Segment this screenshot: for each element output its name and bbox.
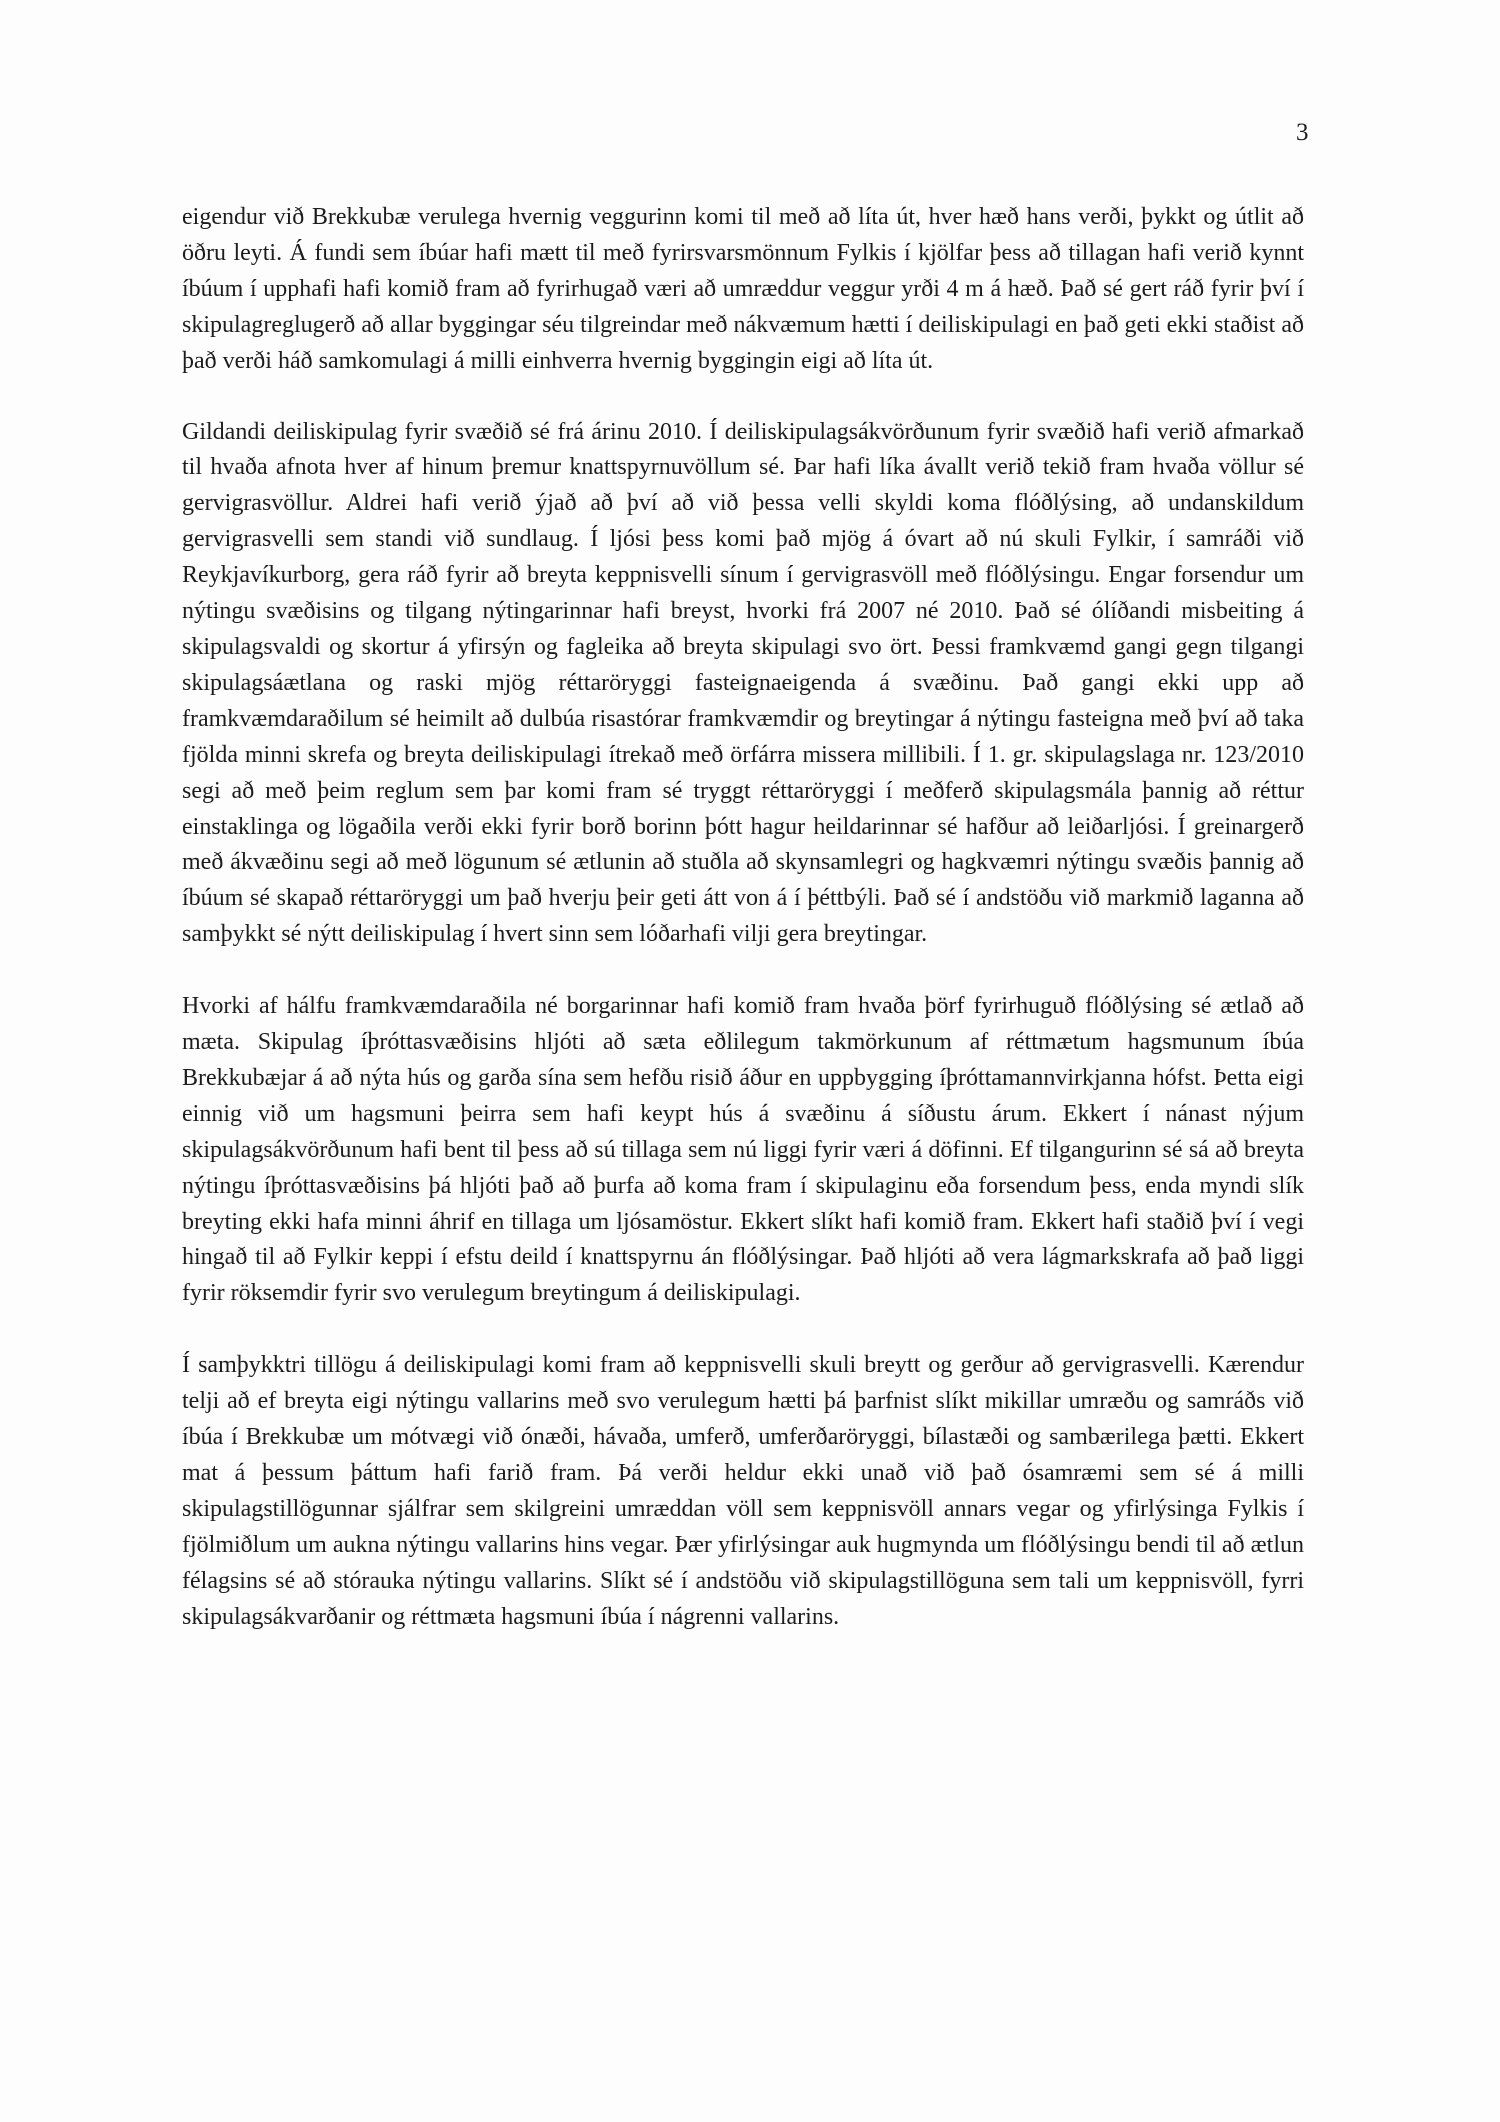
paragraph-4: Í samþykktri tillögu á deiliskipulagi komi fram að keppnisvelli skuli breytt og gerður að gervigrasvelli. Kærendur telji að ef breyta eigi nýtingu vallarins með svo verulegum hætti þá þarfnist slíkt mikillar umræðu og samráðs við íbúa í Brekkubæ um mótvægi við ónæði, hávaða, umferð, umferðaröryggi, bílastæði og sambærilega þætti. Ekkert mat á þessum þáttum hafi farið fram. Þá verði heldur ekki unað við það ósamræmi sem sé á milli skipulagstillögunnar sjálfrar sem skilgreini umræddan völl sem keppnisvöll annars vegar og yfirlýsinga Fylkis í fjölmiðlum um aukna nýtingu vallarins hins vegar. Þær yfirlýsingar auk hugmynda um flóðlýsingu bendi til að ætlun félagsins sé að stórauka nýtingu vallarins. Slíkt sé í andstöðu við skipulagstillöguna sem tali um keppnisvöll, fyrri skipulagsákvarðanir og réttmæta hagsmuni íbúa í nágrenni vallarins. [182, 1352, 1304, 1630]
paragraph-1: eigendur við Brekkubæ verulega hvernig veggurinn komi til með að líta út, hver hæð hans verði, þykkt og útlit að öðru leyti. Á fundi sem íbúar hafi mætt til með fyrirsvarsmönnum Fylkis í kjölfar þess að tillagan hafi verið kynnt íbúum í upphafi hafi komið fram að fyrirhugað væri að umræddur veggur yrði 4 m á hæð. Það sé gert ráð fyrir því í skipulagreglugerð að allar byggingar séu tilgreindar með nákvæmum hætti í deiliskipulagi en það geti ekki staðist að það verði háð samkomulagi á milli einhverra hvernig byggingin eigi að líta út. [182, 204, 1304, 374]
document-body [182, 200, 1304, 1636]
paragraph-3: Hvorki af hálfu framkvæmdaraðila né borgarinnar hafi komið fram hvaða þörf fyrirhuguð flóðlýsing sé ætlað að mæta. Skipulag íþróttasvæðisins hljóti að sæta eðlilegum takmörkunum af réttmætum hagsmunum íbúa Brekkubæjar á að nýta hús og garða sína sem hefðu risið áður en uppbygging íþróttamannvirkjanna hófst. Þetta eigi einnig við um hagsmuni þeirra sem hafi keypt hús á svæðinu á síðustu árum. Ekkert í nánast nýjum skipulagsákvörðunum hafi bent til þess að sú tillaga sem nú liggi fyrir væri á döfinni. Ef tilgangurinn sé sá að breyta nýtingu íþróttasvæðisins þá hljóti það að þurfa að koma fram í skipulaginu eða forsendum þess, enda myndi slík breyting ekki hafa minni áhrif en tillaga um ljósamöstur. Ekkert slíkt hafi komið fram. Ekkert hafi staðið því í vegi hingað til að Fylkir keppi í efstu deild í knattspyrnu án flóðlýsingar. Það hljóti að vera lágmarkskrafa að það liggi fyrir röksemdir fyrir svo verulegum breytingum á deiliskipulagi. [182, 993, 1304, 1307]
page-number: 3 [1296, 119, 1309, 146]
paragraph-2: Gildandi deiliskipulag fyrir svæðið sé frá árinu 2010. Í deiliskipulagsákvörðunum fyrir svæðið hafi verið afmarkað til hvaða afnota hver af hinum þremur knattspyrnuvöllum sé. Þar hafi líka ávallt verið tekið fram hvaða völlur sé gervigrasvöllur. Aldrei hafi verið ýjað að því að við þessa velli skyldi koma flóðlýsing, að undanskildum gervigrasvelli sem standi við sundlaug. Í ljósi þess komi það mjög á óvart að nú skuli Fylkir, í samráði við Reykjavíkurborg, gera ráð fyrir að breyta keppnisvelli sínum í gervigrasvöll með flóðlýsingu. Engar forsendur um nýtingu svæðisins og tilgang nýtingarinnar hafi breyst, hvorki frá 2007 né 2010. Það sé ólíðandi misbeiting á skipulagsvaldi og skortur á yfirsýn og fagleika að breyta skipulagi svo ört. Þessi framkvæmd gangi gegn tilgangi skipulagsáætlana og raski mjög réttaröryggi fasteignaeigenda á svæðinu. Það gangi ekki upp að framkvæmdaraðilum sé heimilt að dulbúa risastórar framkvæmdir og breytingar á nýtingu fasteigna með því að taka fjölda minni skrefa og breyta deiliskipulagi ítrekað með örfárra missera millibili. Í 1. gr. skipulagslaga nr. 123/2010 segi að með þeim reglum sem þar komi fram sé tryggt réttaröryggi í meðferð skipulagsmála þannig að réttur einstaklinga og lögaðila verði ekki fyrir borð borinn þótt hagur heildarinnar sé hafður að leiðarljósi. Í greinargerð með ákvæðinu segi að með lögunum sé ætlunin að stuðla að skynsamlegri og hagkvæmri nýtingu svæðis þannig að íbúum sé skapað réttaröryggi um það hverju þeir geti átt von á í þéttbýli. Það sé í andstöðu við markmið laganna að samþykkt sé nýtt deiliskipulag í hvert sinn sem lóðarhafi vilji gera breytingar. [182, 418, 1304, 948]
